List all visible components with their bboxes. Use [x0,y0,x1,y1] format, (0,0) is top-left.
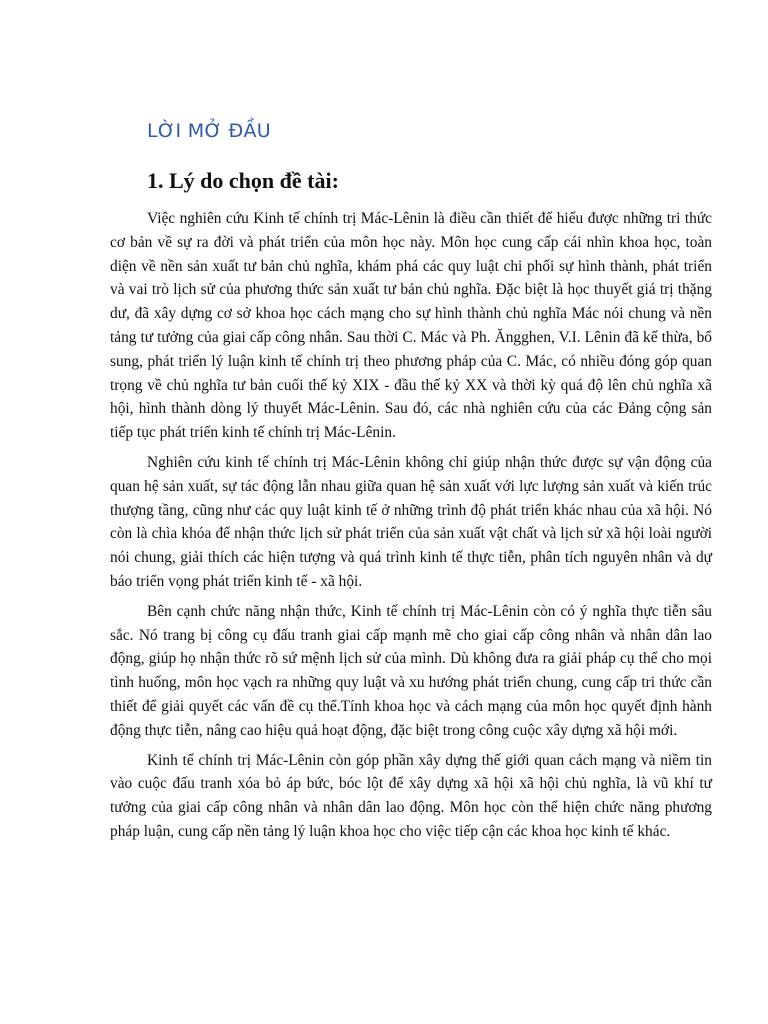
paragraph: Việc nghiên cứu Kinh tế chính trị Mác-Lênin là điều cần thiết để hiểu được những tri thức cơ bản về sự ra đời và phát triển của môn học này. Môn học cung cấp cái nhìn khoa học, toàn diện về nền sản xuất tư bản chủ nghĩa, khám phá các quy luật chi phối sự hình thành, phát triển và vai trò lịch sử của phương thức sản xuất tư bản chủ nghĩa. Đặc biệt là học thuyết giá trị thặng dư, đã xây dựng cơ sở khoa học cách mạng cho sự hình thành chủ nghĩa Mác nói chung và nền tảng tư tưởng của giai cấp công nhân. Sau thời C. Mác và Ph. Ăngghen, V.I. Lênin đã kế thừa, bổ sung, phát triển lý luận kinh tế chính trị theo phương pháp của C. Mác, có nhiều đóng góp quan trọng về chủ nghĩa tư bản cuối thế kỷ XIX - đầu thế kỷ XX và thời kỳ quá độ lên chủ nghĩa xã hội, hình thành dòng lý thuyết Mác-Lênin. Sau đó, các nhà nghiên cứu của các Đảng cộng sản tiếp tục phát triển kinh tế chính trị Mác-Lênin. [110,210,712,442]
section-title: 1. Lý do chọn đề tài: [147,168,339,193]
paragraph: Kinh tế chính trị Mác-Lênin còn góp phần xây dựng thế giới quan cách mạng và niềm tin vào cuộc đấu tranh xóa bỏ áp bức, bóc lột để xây dựng xã hội xã hội chủ nghĩa, là vũ khí tư tưởng của giai cấp công nhân và nhân dân lao động. Môn học còn thể hiện chức năng phương pháp luận, cung cấp nền tảng lý luận khoa học cho việc tiếp cận các khoa học kinh tế khác. [110,751,712,840]
body-text [110,207,712,850]
paragraph: Bên cạnh chức năng nhận thức, Kinh tế chính trị Mác-Lênin còn có ý nghĩa thực tiễn sâu sắc. Nó trang bị công cụ đấu tranh giai cấp mạnh mẽ cho giai cấp công nhân và nhân dân lao động, giúp họ nhận thức rõ sứ mệnh lịch sử của mình. Dù không đưa ra giải pháp cụ thể cho mọi tình huống, môn học vạch ra những quy luật và xu hướng phát triển chung, cung cấp tri thức cần thiết để giải quyết các vấn đề cụ thể.Tính khoa học và cách mạng của môn học quyết định hành động thực tiễn, nâng cao hiệu quả hoạt động, đặc biệt trong công cuộc xây dựng xã hội mới. [110,602,712,739]
page-heading: LỜI MỞ ĐẦU [147,120,271,142]
paragraph: Nghiên cứu kinh tế chính trị Mác-Lênin không chỉ giúp nhận thức được sự vận động của quan hệ sản xuất, sự tác động lẫn nhau giữa quan hệ sản xuất với lực lượng sản xuất và kiến trúc thượng tầng, cũng như các quy luật kinh tế ở những trình độ phát triển khác nhau của xã hội. Nó còn là chìa khóa để nhận thức lịch sử phát triển của sản xuất vật chất và lịch sử xã hội loài người nói chung, giải thích các hiện tượng và quá trình kinh tế thực tiễn, phân tích nguyên nhân và dự báo triển vọng phát triển kinh tế - xã hội. [110,453,712,590]
